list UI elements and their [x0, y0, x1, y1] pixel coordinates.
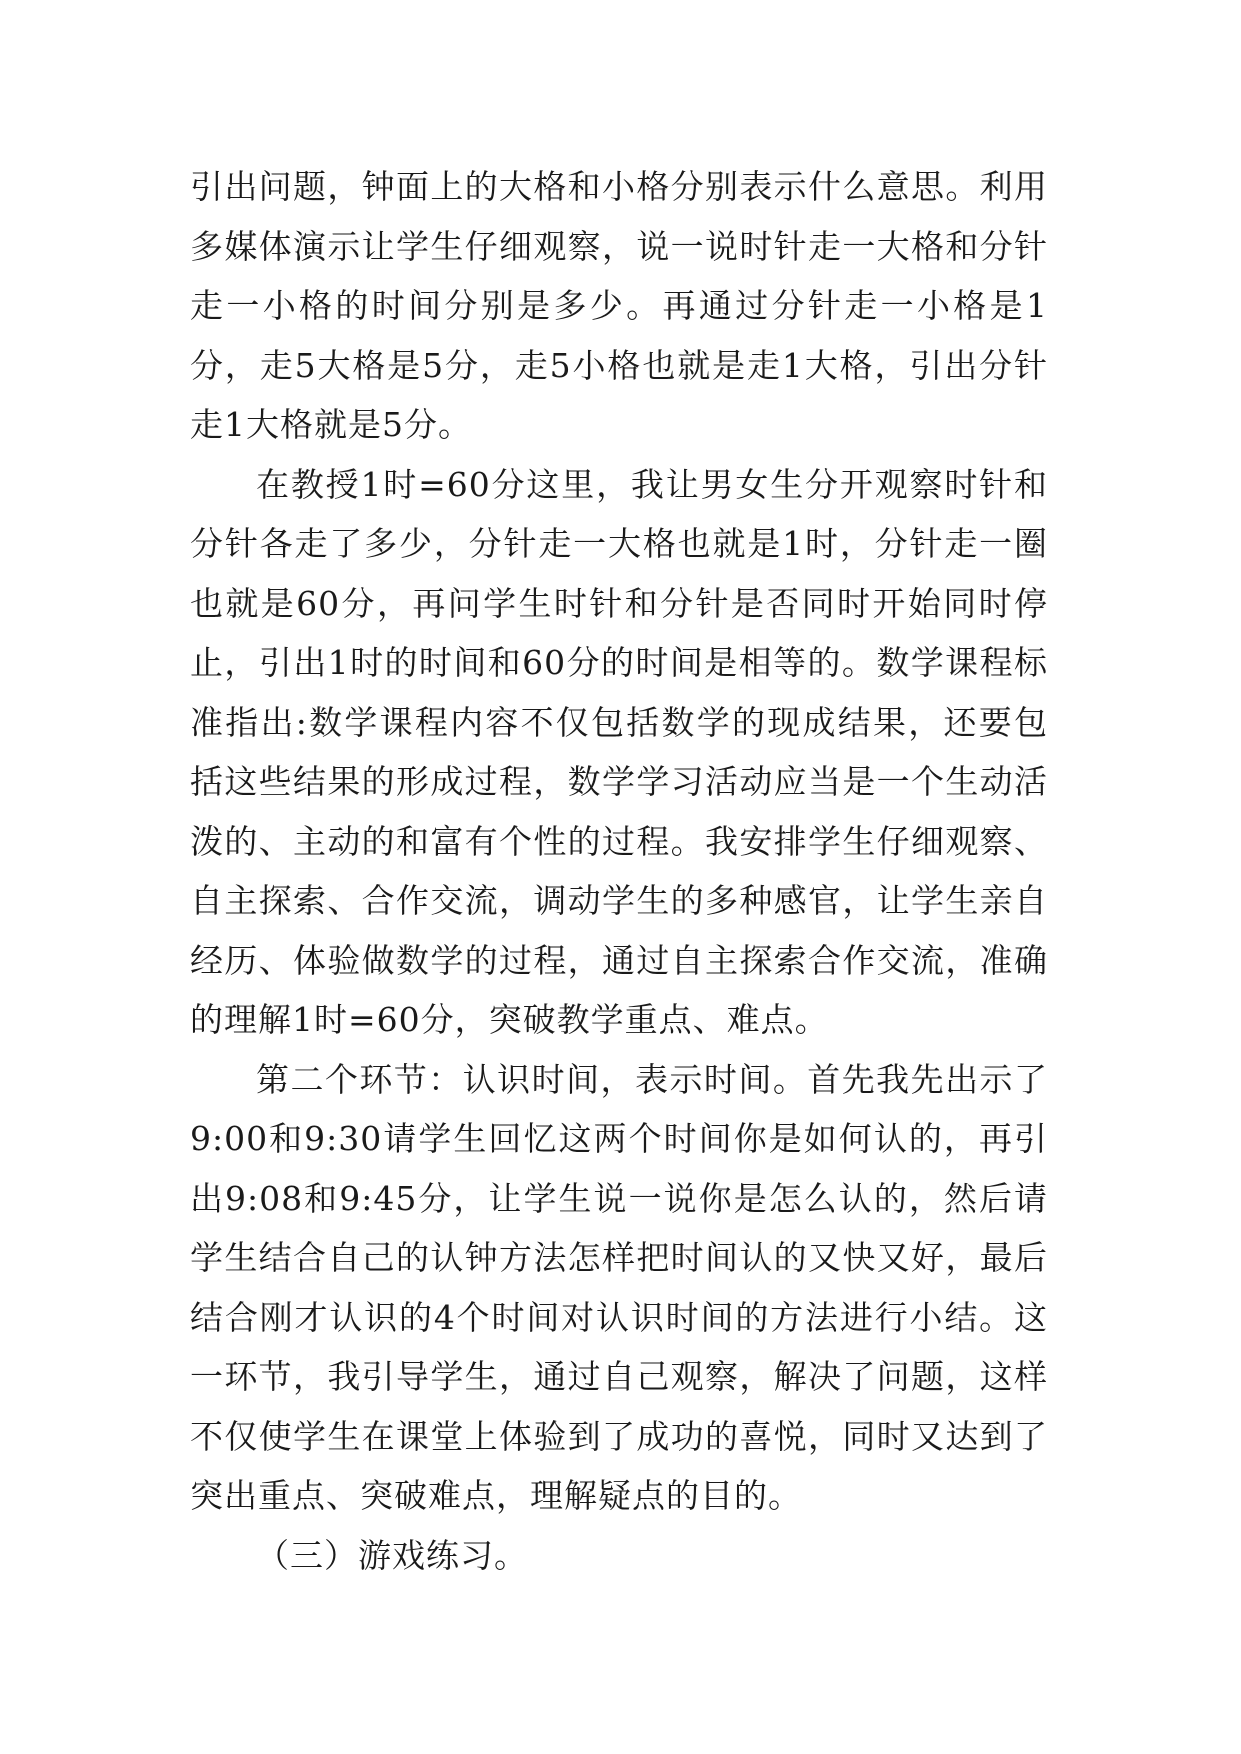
paragraph-1: 引出问题，钟面上的大格和小格分别表示什么意思。利用多媒体演示让学生仔细观察，说一说时针走一大格和分针走一小格的时间分别是多少。再通过分针走一小格是1分，走5大格是5分，走5小格也就是走1大格，引出分针走1大格就是5分。 — [190, 167, 1048, 444]
section-heading-game-practice: （三）游戏练习。 — [256, 1535, 528, 1575]
paragraph-2: 在教授1时=60分这里，我让男女生分开观察时针和分针各走了多少，分针走一大格也就是1时，分针走一圈也就是60分，再问学生时针和分针是否同时开始同时停止，引出1时的时间和60分的时间是相等的。数学课程标准指出:数学课程内容不仅包括数学的现成结果，还要包括这些结果的形成过程，数学学习活动应当是一个生动活泼的、主动的和富有个性的过程。我安排学生仔细观察、自主探索、合作交流，调动学生的多种感官，让学生亲自经历、体验做数学的过程，通过自主探索合作交流，准确的理解1时=60分，突破教学重点、难点。 — [190, 464, 1048, 1039]
paragraph-3: 第二个环节：认识时间，表示时间。首先我先出示了9:00和9:30请学生回忆这两个时间你是如何认的，再引出9:08和9:45分，让学生说一说你是怎么认的，然后请学生结合自己的认钟方法怎样把时间认的又快又好，最后结合刚才认识的4个时间对认识时间的方法进行小结。这一环节，我引导学生，通过自己观察，解决了问题，这样不仅使学生在课堂上体验到了成功的喜悦，同时又达到了突出重点、突破难点，理解疑点的目的。 — [190, 1059, 1048, 1515]
document-body — [190, 157, 1048, 1585]
